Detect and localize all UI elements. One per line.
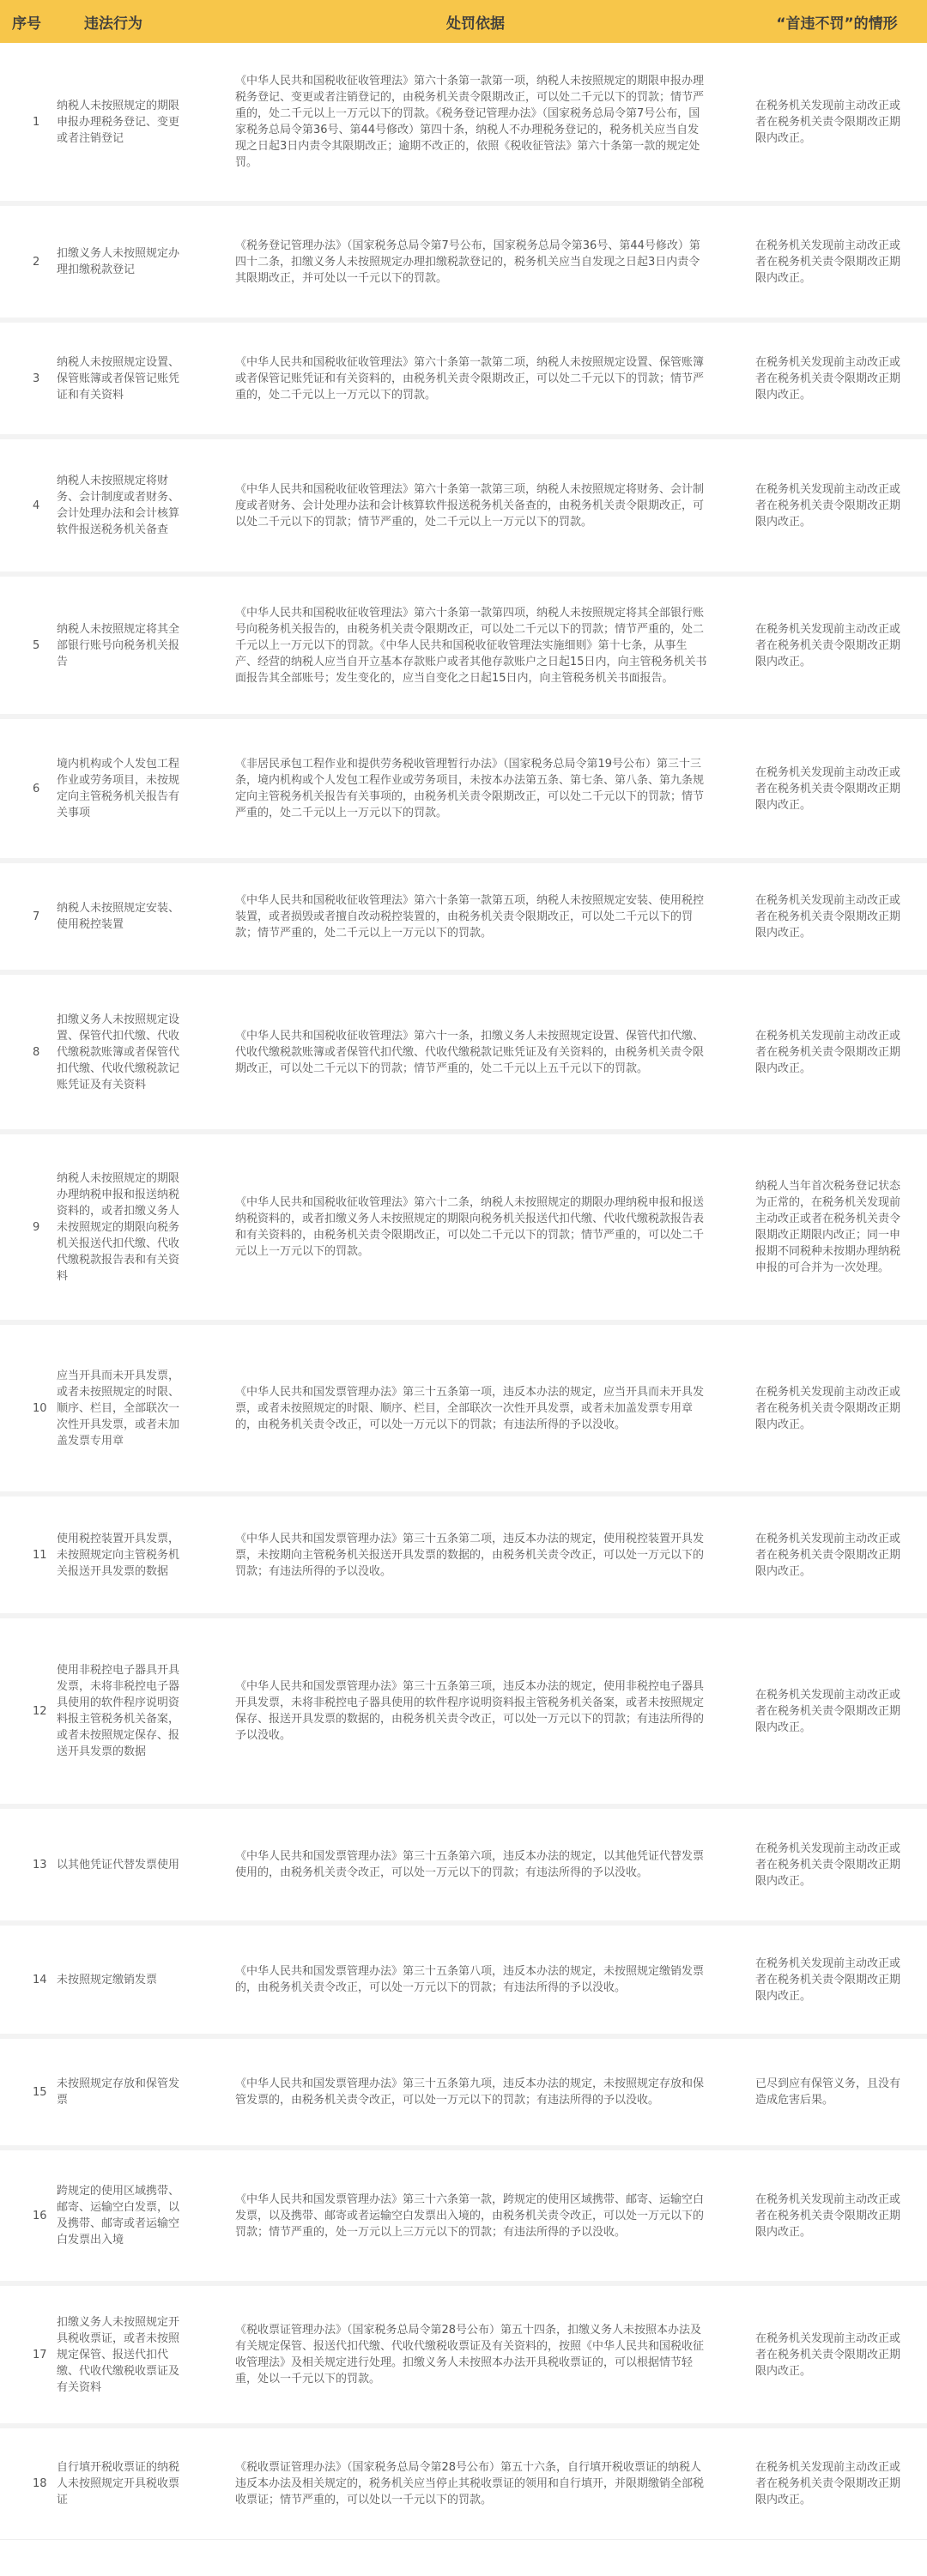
violation-text: 扣缴义务人未按照规定设置、保管代扣代缴、代收代缴税款账簿或者保管代扣代缴、代收代缴税款记账凭证及有关资料 [53,975,204,1134]
violation-text: 未按照规定缴销发票 [53,1926,204,2039]
basis-text: 《中华人民共和国税收征收管理法》第六十条第一款第一项，纳税人未按照规定的期限申报办理税务登记、变更或者注销登记的，由税务机关责令限期改正，可以处二千元以下的罚款；情节严重的，处二千元以上一万元以下的罚款。《税务登记管理办法》（国家税务总局令第7号公布，国家税务总局令第36号、第44号修改）第四十条，纳税人不办理税务登记的，税务机关应当自发现之日起3日内责令其限期改正；逾期不改正的，依照《税收征管法》第六十条第一款的规定处罚。 [204,43,747,206]
violation-text: 扣缴义务人未按照规定办理扣缴税款登记 [53,206,204,323]
basis-text: 《中华人民共和国发票管理办法》第三十五条第六项，违反本办法的规定，以其他凭证代替发票使用的，由税务机关责令改正，可以处一万元以下的罚款；有违法所得的予以没收。 [204,1809,747,1926]
basis-text: 《中华人民共和国发票管理办法》第三十六条第一款，跨规定的使用区域携带、邮寄、运输空白发票，以及携带、邮寄或者运输空白发票出入境的，由税务机关责令改正，可以处一万元以下的罚款；情节严重的，处一万元以上三万元以下的罚款；有违法所得的予以没收。 [204,2150,747,2286]
row-number: 16 [0,2150,53,2286]
row-number: 14 [0,1926,53,2039]
table-row [0,323,927,439]
table-row [0,1134,927,1325]
violation-text: 纳税人未按照规定的期限申报办理税务登记、变更或者注销登记 [53,43,204,206]
table-row [0,2286,927,2428]
table-row [0,206,927,323]
first-offense-text: 在税务机关发现前主动改正或者在税务机关责令限期改正期限内改正。 [747,43,927,206]
row-number: 9 [0,1134,53,1325]
row-number: 12 [0,1618,53,1809]
header-first-offense: “首违不罚”的情形 [747,0,927,43]
violation-text: 纳税人未按照规定设置、保管账簿或者保管记账凭证和有关资料 [53,323,204,439]
basis-text: 《中华人民共和国税收征收管理法》第六十条第一款第三项，纳税人未按照规定将财务、会计制度或者财务、会计处理办法和会计核算软件报送税务机关备查的，由税务机关责令限期改正，可以处二千元以下的罚款；情节严重的，处二千元以上一万元以下的罚款。 [204,439,747,577]
violation-text: 未按照规定存放和保管发票 [53,2039,204,2150]
header-basis: 处罚依据 [204,0,747,43]
row-number: 17 [0,2286,53,2428]
first-offense-text: 在税务机关发现前主动改正或者在税务机关责令限期改正期限内改正。 [747,439,927,577]
row-number: 2 [0,206,53,323]
table-row [0,1497,927,1618]
table-row [0,2039,927,2150]
first-offense-text: 在税务机关发现前主动改正或者在税务机关责令限期改正期限内改正。 [747,2286,927,2428]
row-number: 1 [0,43,53,206]
basis-text: 《税收票证管理办法》（国家税务总局令第28号公布）第五十六条，自行填开税收票证的纳税人违反本办法及相关规定的，税务机关应当停止其税收票证的领用和自行填开，并限期缴销全部税收票证；情节严重的，可以处以一千元以下的罚款。 [204,2428,747,2540]
table-row [0,439,927,577]
first-offense-text: 在税务机关发现前主动改正或者在税务机关责令限期改正期限内改正。 [747,577,927,719]
violation-text: 使用税控装置开具发票，未按照规定向主管税务机关报送开具发票的数据 [53,1497,204,1618]
first-offense-text: 在税务机关发现前主动改正或者在税务机关责令限期改正期限内改正。 [747,323,927,439]
row-number: 15 [0,2039,53,2150]
row-number: 6 [0,719,53,863]
basis-text: 《非居民承包工程作业和提供劳务税收管理暂行办法》（国家税务总局令第19号公布）第三十三条，境内机构或个人发包工程作业或劳务项目，未按本办法第五条、第七条、第八条、第九条规定向主管税务机关报告有关事项的，由税务机关责令限期改正，可以处二千元以下的罚款；情节严重的，处二千元以上一万元以下的罚款。 [204,719,747,863]
first-offense-text: 纳税人当年首次税务登记状态为正常的，在税务机关发现前主动改正或者在税务机关责令限期改正期限内改正；同一申报期不同税种未按期办理纳税申报的可合并为一次处理。 [747,1134,927,1325]
row-number: 10 [0,1325,53,1497]
violation-text: 纳税人未按照规定的期限办理纳税申报和报送纳税资料的，或者扣缴义务人未按照规定的期限向税务机关报送代扣代缴、代收代缴税款报告表和有关资料 [53,1134,204,1325]
first-offense-text: 在税务机关发现前主动改正或者在税务机关责令限期改正期限内改正。 [747,1325,927,1497]
basis-text: 《中华人民共和国税收征收管理法》第六十条第一款第二项，纳税人未按照规定设置、保管账簿或者保管记账凭证和有关资料的，由税务机关责令限期改正，可以处二千元以下的罚款；情节严重的，处二千元以上一万元以下的罚款。 [204,323,747,439]
violation-text: 跨规定的使用区域携带、邮寄、运输空白发票，以及携带、邮寄或者运输空白发票出入境 [53,2150,204,2286]
basis-text: 《中华人民共和国发票管理办法》第三十五条第一项，违反本办法的规定，应当开具而未开具发票，或者未按照规定的时限、顺序、栏目，全部联次一次性开具发票，或者未加盖发票专用章的，由税务机关责令改正，可以处一万元以下的罚款；有违法所得的予以没收。 [204,1325,747,1497]
first-offense-text: 在税务机关发现前主动改正或者在税务机关责令限期改正期限内改正。 [747,1618,927,1809]
table-row [0,1618,927,1809]
table-row [0,1325,927,1497]
basis-text: 《中华人民共和国发票管理办法》第三十五条第二项，违反本办法的规定，使用税控装置开具发票，未按期向主管税务机关报送开具发票的数据的，由税务机关责令改正，可以处一万元以下的罚款；有违法所得的予以没收。 [204,1497,747,1618]
row-number: 8 [0,975,53,1134]
table-row [0,577,927,719]
first-offense-text: 在税务机关发现前主动改正或者在税务机关责令限期改正期限内改正。 [747,206,927,323]
first-offense-text: 在税务机关发现前主动改正或者在税务机关责令限期改正期限内改正。 [747,1809,927,1926]
basis-text: 《中华人民共和国税收征收管理法》第六十条第一款第四项，纳税人未按照规定将其全部银行账号向税务机关报告的，由税务机关责令限期改正，可以处二千元以下的罚款；情节严重的，处二千元以上一万元以下的罚款。《中华人民共和国税收征收管理法实施细则》第十七条，从事生产、经营的纳税人应当自开立基本存款账户或者其他存款账户之日起15日内，向主管税务机关书面报告其全部账号；发生变化的，应当自变化之日起15日内，向主管税务机关书面报告。 [204,577,747,719]
violation-text: 自行填开税收票证的纳税人未按照规定开具税收票证 [53,2428,204,2540]
violation-text: 境内机构或个人发包工程作业或劳务项目，未按规定向主管税务机关报告有关事项 [53,719,204,863]
row-number: 11 [0,1497,53,1618]
violation-text: 扣缴义务人未按照规定开具税收票证，或者未按照规定保管、报送代扣代缴、代收代缴税收票证及有关资料 [53,2286,204,2428]
table-row [0,975,927,1134]
violation-text: 纳税人未按照规定将其全部银行账号向税务机关报告 [53,577,204,719]
table-row [0,43,927,206]
basis-text: 《中华人民共和国发票管理办法》第三十五条第三项，违反本办法的规定，使用非税控电子器具开具发票，未将非税控电子器具使用的软件程序说明资料报主管税务机关备案，或者未按照规定保存、报送开具发票的数据的，由税务机关责令改正，可以处一万元以下的罚款；有违法所得的予以没收。 [204,1618,747,1809]
first-offense-text: 在税务机关发现前主动改正或者在税务机关责令限期改正期限内改正。 [747,975,927,1134]
first-offense-text: 在税务机关发现前主动改正或者在税务机关责令限期改正期限内改正。 [747,1497,927,1618]
first-offense-text: 在税务机关发现前主动改正或者在税务机关责令限期改正期限内改正。 [747,2150,927,2286]
first-offense-text: 在税务机关发现前主动改正或者在税务机关责令限期改正期限内改正。 [747,719,927,863]
table-row [0,2150,927,2286]
first-offense-text: 已尽到应有保管义务，且没有造成危害后果。 [747,2039,927,2150]
basis-text: 《中华人民共和国税收征收管理法》第六十二条，纳税人未按照规定的期限办理纳税申报和报送纳税资料的，或者扣缴义务人未按照规定的期限向税务机关报送代扣代缴、代收代缴税款报告表和有关资料的，由税务机关责令限期改正，可以处二千元以下的罚款；情节严重的，可以处二千元以上一万元以下的罚款。 [204,1134,747,1325]
table-row [0,1809,927,1926]
row-number: 3 [0,323,53,439]
basis-text: 《中华人民共和国税收征收管理法》第六十一条，扣缴义务人未按照规定设置、保管代扣代缴、代收代缴税款账簿或者保管代扣代缴、代收代缴税款记账凭证及有关资料的，由税务机关责令限期改正，可以处二千元以下的罚款；情节严重的，处二千元以上五千元以下的罚款。 [204,975,747,1134]
header-no: 序号 [0,0,53,43]
basis-text: 《税收票证管理办法》（国家税务总局令第28号公布）第五十四条，扣缴义务人未按照本办法及有关规定保管、报送代扣代缴、代收代缴税收票证及有关资料的，按照《中华人民共和国税收征收管理法》及相关规定进行处理。扣缴义务人未按照本办法开具税收票证的，可以根据情节轻重，处以一千元以下的罚款。 [204,2286,747,2428]
row-number: 7 [0,863,53,975]
basis-text: 《中华人民共和国发票管理办法》第三十五条第九项，违反本办法的规定，未按照规定存放和保管发票的，由税务机关责令改正，可以处一万元以下的罚款；有违法所得的予以没收。 [204,2039,747,2150]
table-row [0,863,927,975]
first-offense-text: 在税务机关发现前主动改正或者在税务机关责令限期改正期限内改正。 [747,863,927,975]
basis-text: 《中华人民共和国税收征收管理法》第六十条第一款第五项，纳税人未按照规定安装、使用税控装置，或者损毁或者擅自改动税控装置的，由税务机关责令限期改正，可以处二千元以下的罚款；情节严重的，处二千元以上一万元以下的罚款。 [204,863,747,975]
basis-text: 《中华人民共和国发票管理办法》第三十五条第八项，违反本办法的规定，未按照规定缴销发票的，由税务机关责令改正，可以处一万元以下的罚款；有违法所得的予以没收。 [204,1926,747,2039]
row-number: 4 [0,439,53,577]
row-number: 13 [0,1809,53,1926]
header-violation: 违法行为 [53,0,204,43]
row-number: 5 [0,577,53,719]
violation-text: 以其他凭证代替发票使用 [53,1809,204,1926]
first-offense-text: 在税务机关发现前主动改正或者在税务机关责令限期改正期限内改正。 [747,1926,927,2039]
table-row [0,2428,927,2540]
table-row [0,1926,927,2039]
basis-text: 《税务登记管理办法》（国家税务总局令第7号公布，国家税务总局令第36号、第44号修改）第四十二条，扣缴义务人未按照规定办理扣缴税款登记的，税务机关应当自发现之日起3日内责令其限期改正，并可处以一千元以下的罚款。 [204,206,747,323]
row-number: 18 [0,2428,53,2540]
violation-text: 纳税人未按照规定将财务、会计制度或者财务、会计处理办法和会计核算软件报送税务机关备查 [53,439,204,577]
violation-text: 使用非税控电子器具开具发票，未将非税控电子器具使用的软件程序说明资料报主管税务机关备案，或者未按照规定保存、报送开具发票的数据 [53,1618,204,1809]
first-offense-text: 在税务机关发现前主动改正或者在税务机关责令限期改正期限内改正。 [747,2428,927,2540]
table-header-row [0,0,927,43]
violation-text: 应当开具而未开具发票，或者未按照规定的时限、顺序、栏目，全部联次一次性开具发票，或者未加盖发票专用章 [53,1325,204,1497]
table-row [0,719,927,863]
violation-text: 纳税人未按照规定安装、使用税控装置 [53,863,204,975]
